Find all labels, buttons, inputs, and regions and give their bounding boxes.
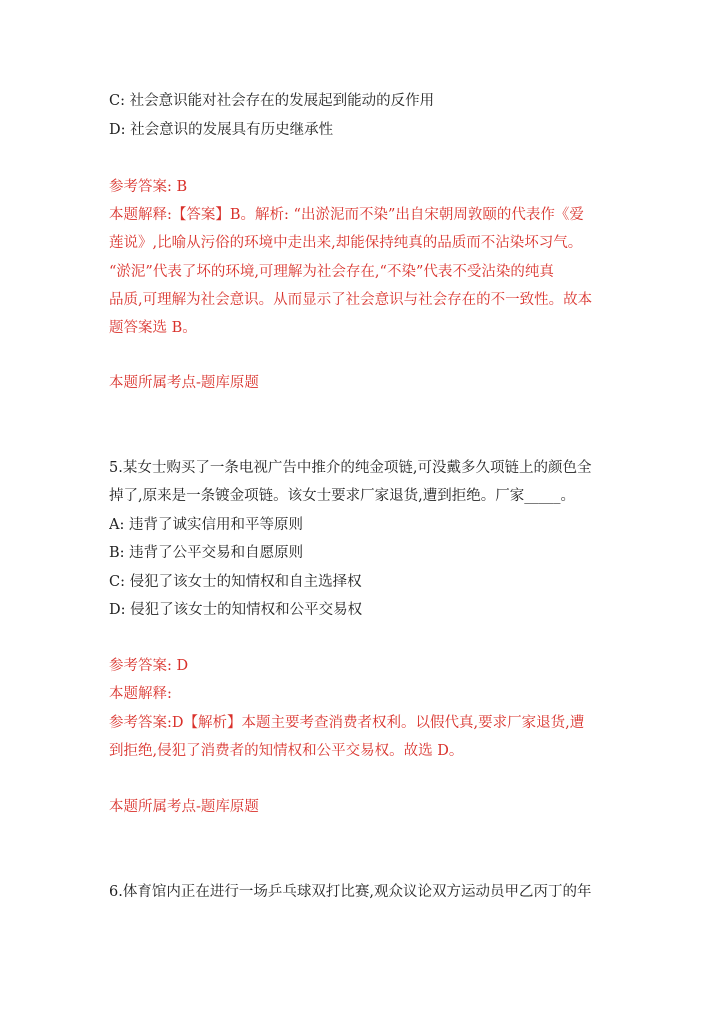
q5-option-c: C: 侵犯了该女士的知情权和自主选择权: [109, 574, 362, 590]
q5-option-d: D: 侵犯了该女士的知情权和公平交易权: [109, 602, 363, 618]
q4-option-d: D: 社会意识的发展具有历史继承性: [109, 122, 334, 138]
q5-source: 本题所属考点-题库原题: [109, 799, 259, 815]
q5-explanation-line: 到拒绝,侵犯了消费者的知情权和公平交易权。故选 D。: [109, 743, 464, 759]
q5-option-a: A: 违背了诚实信用和平等原则: [109, 517, 303, 533]
q5-question-line: 5.某女士购买了一条电视广告中推介的纯金项链,可没戴多久项链上的颜色全: [109, 460, 592, 476]
q5-option-b: B: 违背了公平交易和自愿原则: [109, 545, 304, 561]
q6-question-line: 6.体育馆内正在进行一场乒乓球双打比赛,观众议论双方运动员甲乙丙丁的年: [109, 884, 592, 900]
q4-answer: 参考答案: B: [109, 179, 188, 195]
q5-explanation-label: 本题解释:: [109, 686, 172, 702]
q5-answer: 参考答案: D: [109, 658, 189, 674]
q4-option-c: C: 社会意识能对社会存在的发展起到能动的反作用: [109, 93, 435, 109]
q4-explanation-line: 品质,可理解为社会意识。从而显示了社会意识与社会存在的不一致性。故本: [109, 292, 593, 308]
q4-explanation-line: 本题解释:【答案】B。解析: “出淤泥而不染”出自宋朝周敦颐的代表作《爱: [109, 207, 584, 223]
q5-question-line: 掉了,原来是一条镀金项链。该女士要求厂家退货,遭到拒绝。厂家_____。: [109, 488, 575, 504]
q4-explanation-line: “淤泥”代表了坏的环境,可理解为社会存在,“不染”代表不受沾染的纯真: [109, 264, 554, 280]
q4-explanation-line: 题答案选 B。: [109, 320, 197, 336]
q4-source: 本题所属考点-题库原题: [109, 375, 259, 391]
q5-explanation-line: 参考答案:D【解析】本题主要考查消费者权利。以假代真,要求厂家退货,遭: [109, 715, 585, 731]
q4-explanation-line: 莲说》,比喻从污俗的环境中走出来,却能保持纯真的品质而不沾染坏习气。: [109, 235, 583, 251]
